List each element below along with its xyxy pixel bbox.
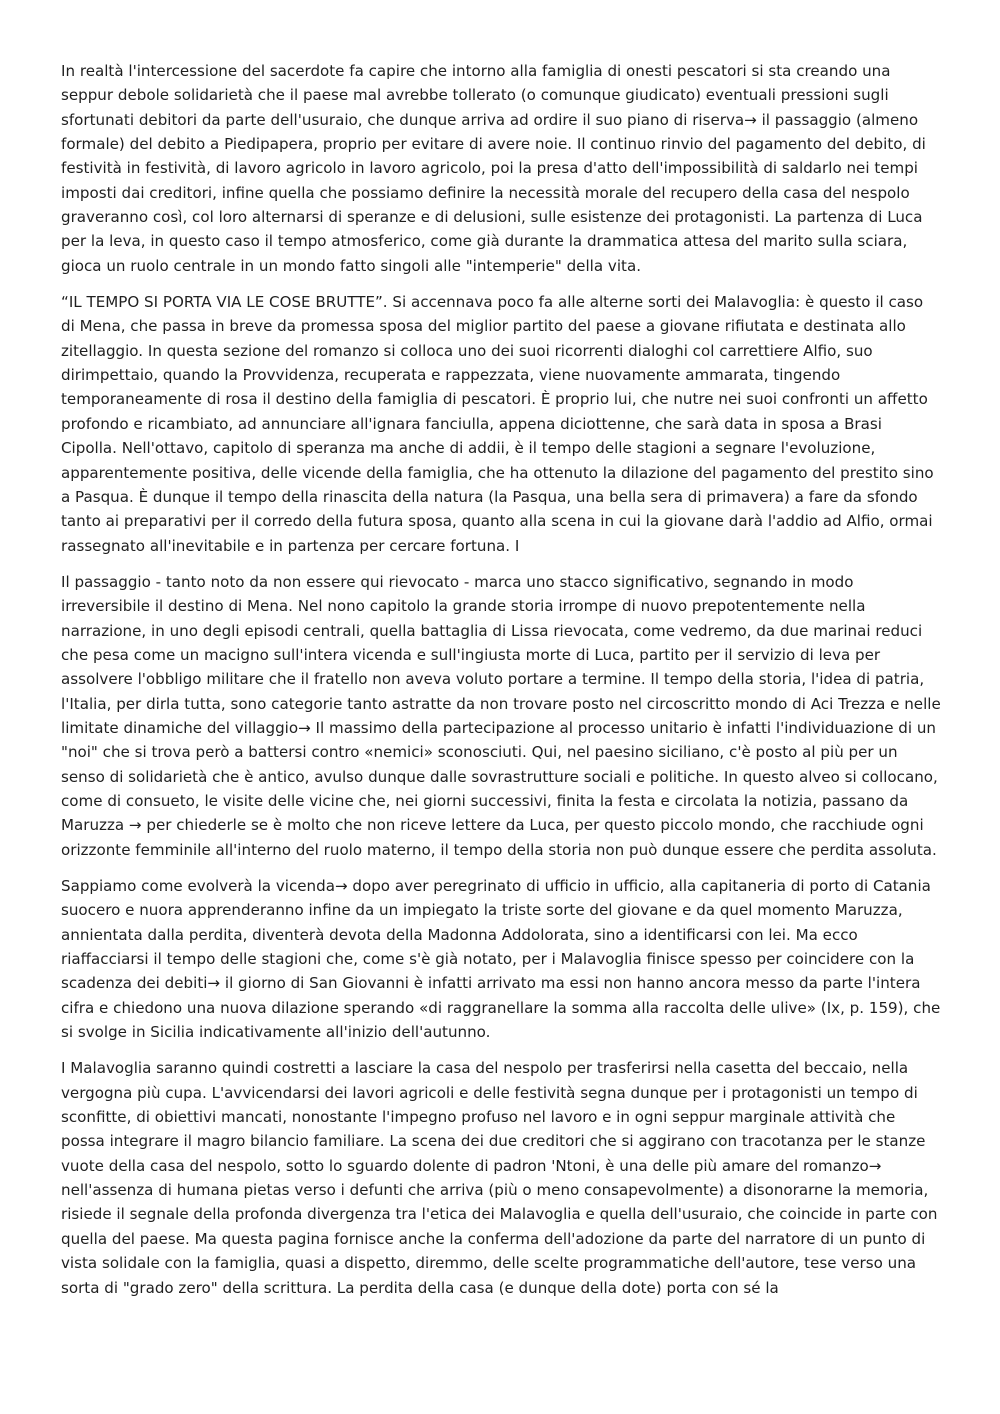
paragraph-3: Il passaggio - tanto noto da non essere qui rievocato - marca uno stacco significativo, segnando in modo irreversibile il destino di Mena. Nel nono capitolo la grande storia irrompe di nuovo prepotentemente nella narrazione, in uno degli episodi centrali, quella battaglia di Lissa rievocata, come vedremo, da due marinai reduci che pesa come un macigno sull'intera vicenda e sull'ingiusta morte di Luca, partito per il servizio di leva per assolvere l'obbligo militare che il fratello non aveva voluto portare a termine. Il tempo della storia, l'idea di patria, l'Italia, per dirla tutta, sono categorie tanto astratte da non trovare posto nel circoscritto mondo di Aci Trezza e nelle limitate dinamiche del villaggio→ Il massimo della partecipazione al processo unitario è infatti l'individuazione di un "noi" che si trova però a battersi contro «nemici» sconosciuti. Qui, nel paesino siciliano, c'è posto al più per un senso di solidarietà che è antico, avulso dunque dalle sovrastrutture sociali e politiche. In questo alveo si collocano, come di consueto, le visite delle vicine che, nei giorni successivi, finita la festa e circolata la notizia, passano da Maruzza → per chiederle se è molto che non riceve lettere da Luca, per questo piccolo mondo, che racchiude ogni orizzonte femminile all'interno del ruolo materno, il tempo della storia non può dunque essere che perdita assoluta.: [61, 572, 941, 859]
paragraph-5: I Malavoglia saranno quindi costretti a lasciare la casa del nespolo per trasferirsi nella casetta del beccaio, nella vergogna più cupa. L'avvicendarsi dei lavori agricoli e delle festività segna dunque per i protagonisti un tempo di sconfitte, di obiettivi mancati, nonostante l'impegno profuso nel lavoro e in ogni seppur marginale attività che possa integrare il magro bilancio familiare. La scena dei due creditori che si aggirano con tracotanza per le stanze vuote della casa del nespolo, sotto lo sguardo dolente di padron 'Ntoni, è una delle più amare del romanzo→ nell'assenza di humana pietas verso i defunti che arriva (più o meno consapevolmente) a disonorarne la memoria, risiede il segnale della profonda divergenza tra l'etica dei Malavoglia e quella dell'usuraio, che coincide in parte con quella del paese. Ma questa pagina fornisce anche la conferma dell'adozione da parte del narratore di un punto di vista solidale con la famiglia, quasi a dispetto, diremmo, delle scelte programmatiche dell'autore, tese verso una sorta di "grado zero" della scrittura. La perdita della casa (e dunque della dote) porta con sé la: [61, 1059, 938, 1297]
paragraph-4: Sappiamo come evolverà la vicenda→ dopo aver peregrinato di ufficio in ufficio, alla capitaneria di porto di Catania suocero e nuora apprenderanno infine da un impiegato la triste sorte del giovane e da quel momento Maruzza, annientata dalla perdita, diventerà devota della Madonna Addolorata, sino a identificarsi con lei. Ma ecco riaffacciarsi il tempo delle stagioni che, come s'è già notato, per i Malavoglia finisce spesso per coincidere con la scadenza dei debiti→ il giorno di San Giovanni è infatti arrivato ma essi non hanno ancora messo da parte l'intera cifra e chiedono una nuova dilazione sperando «di raggranellare la somma alla raccolta delle ulive» (Ix, p. 159), che si svolge in Sicilia indicativamente all'inizio dell'autunno.: [61, 877, 941, 1042]
paragraph-1: In realtà l'intercessione del sacerdote fa capire che intorno alla famiglia di onesti pescatori si sta creando una seppur debole solidarietà che il paese mal avrebbe tollerato (o comunque giudicato) eventuali pressioni sugli sfortunati debitori da parte dell'usuraio, che dunque arriva ad ordire il suo piano di riserva→ il passaggio (almeno formale) del debito a Piedipapera, proprio per evitare di avere noie. Il continuo rinvio del pagamento del debito, di festività in festività, di lavoro agricolo in lavoro agricolo, poi la presa d'atto dell'impossibilità di saldarlo nei tempi imposti dai creditori, infine quella che possiamo definire la necessità morale del recupero della casa del nespolo graveranno così, col loro alternarsi di speranze e di delusioni, sulle esistenze dei protagonisti. La partenza di Luca per la leva, in questo caso il tempo atmosferico, come già durante la drammatica attesa del marito sulla sciara, gioca un ruolo centrale in un mondo fatto singoli alle "intemperie" della vita.: [61, 62, 926, 275]
document-page: [61, 59, 941, 1312]
paragraph-2: “IL TEMPO SI PORTA VIA LE COSE BRUTTE”. Si accennava poco fa alle alterne sorti dei Malavoglia: è questo il caso di Mena, che passa in breve da promessa sposa del miglior partito del paese a giovane rifiutata e destinata allo zitellaggio. In questa sezione del romanzo si colloca uno dei suoi ricorrenti dialoghi col carrettiere Alfio, suo dirimpettaio, quando la Provvidenza, recuperata e rappezzata, viene nuovamente ammarata, tingendo temporaneamente di rosa il destino della famiglia di pescatori. È proprio lui, che nutre nei suoi confronti un affetto profondo e ricambiato, ad annunciare all'ignara fanciulla, appena diciottenne, che sarà data in sposa a Brasi Cipolla. Nell'ottavo, capitolo di speranza ma anche di addii, è il tempo delle stagioni a segnare l'evoluzione, apparentemente positiva, delle vicende della famiglia, che ha ottenuto la dilazione del pagamento del prestito sino a Pasqua. È dunque il tempo della rinascita della natura (la Pasqua, una bella sera di primavera) a fare da sfondo tanto ai preparativi per il corredo della futura sposa, quanto alla scena in cui la giovane darà l'addio ad Alfio, ormai rassegnato all'inevitabile e in partenza per cercare fortuna. I: [61, 293, 934, 555]
